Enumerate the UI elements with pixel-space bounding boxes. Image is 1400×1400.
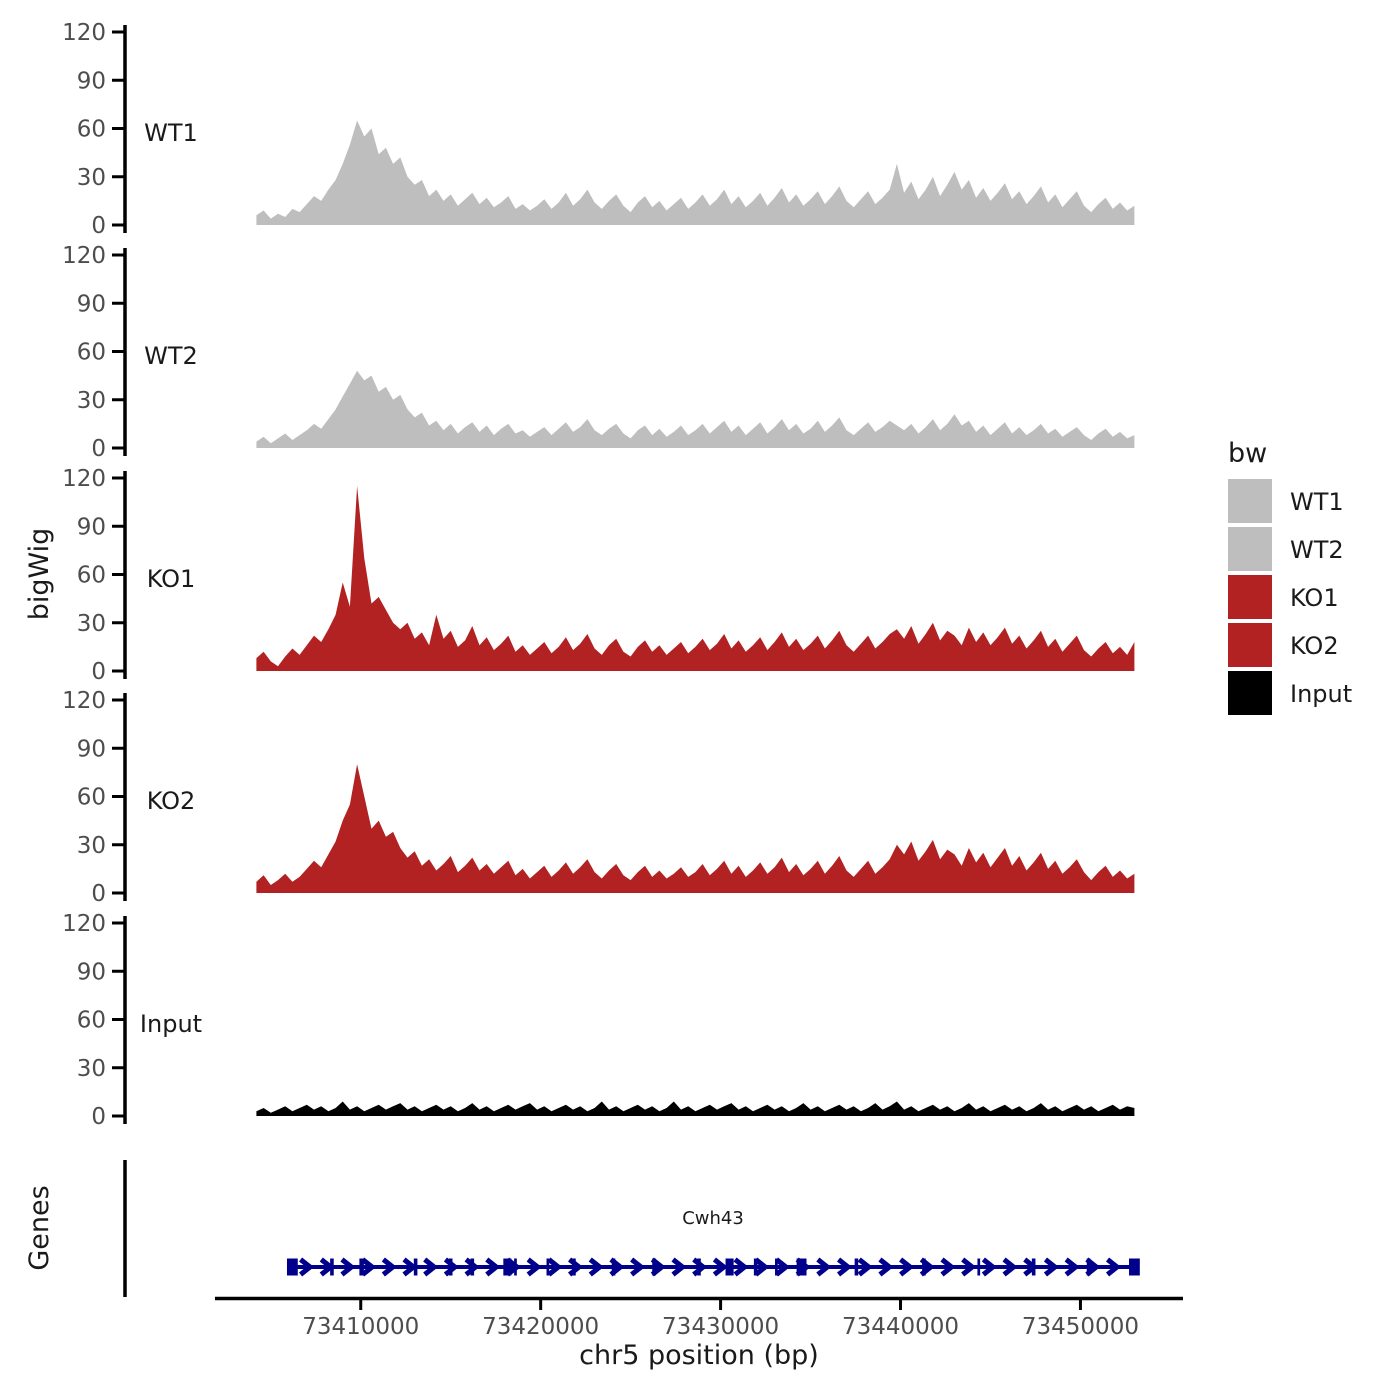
legend-swatch-ko2 bbox=[1228, 623, 1272, 667]
gene-exon bbox=[922, 1259, 926, 1276]
legend-label-input: Input bbox=[1290, 680, 1353, 708]
y-tick-label: 120 bbox=[62, 911, 106, 937]
x-axis bbox=[215, 1299, 1183, 1341]
track-label-wt1: WT1 bbox=[144, 119, 198, 147]
y-axis-title-genes: Genes bbox=[24, 1185, 55, 1271]
gene-exon bbox=[697, 1259, 701, 1276]
y-tick-label: 90 bbox=[76, 68, 106, 95]
legend-entry-input bbox=[1228, 671, 1352, 715]
gene-panel bbox=[125, 1160, 1140, 1297]
x-tick-label: 73450000 bbox=[1021, 1314, 1139, 1340]
gene-exon bbox=[1032, 1259, 1036, 1276]
legend-label-ko2: KO2 bbox=[1290, 632, 1339, 660]
gene-exon bbox=[414, 1259, 418, 1276]
gene-exon bbox=[754, 1259, 758, 1276]
y-tick-label: 30 bbox=[76, 387, 106, 414]
y-tick-label: 120 bbox=[62, 243, 106, 269]
legend-swatch-wt2 bbox=[1228, 527, 1272, 571]
legend-entry-wt1 bbox=[1228, 479, 1344, 523]
y-tick-label: 90 bbox=[76, 736, 106, 763]
y-tick-label: 60 bbox=[76, 1007, 106, 1034]
gene-exon bbox=[514, 1259, 517, 1276]
x-tick-label: 73440000 bbox=[841, 1314, 960, 1340]
gene-exon bbox=[726, 1259, 734, 1276]
y-tick-label: 0 bbox=[91, 881, 106, 907]
track-label-ko1: KO1 bbox=[146, 565, 196, 593]
legend-label-wt2: WT2 bbox=[1290, 536, 1344, 564]
track-label-ko2: KO2 bbox=[146, 787, 196, 815]
y-tick-label: 120 bbox=[62, 466, 106, 492]
y-tick-label: 30 bbox=[76, 164, 106, 191]
x-axis-title: chr5 position (bp) bbox=[579, 1340, 819, 1371]
legend-swatch-input bbox=[1228, 671, 1272, 715]
track-label-input: Input bbox=[139, 1010, 203, 1038]
y-tick-label: 90 bbox=[76, 959, 106, 986]
gene-name-label: Cwh43 bbox=[682, 1208, 744, 1229]
legend-swatch-wt1 bbox=[1228, 479, 1272, 523]
gene-exon bbox=[287, 1259, 298, 1276]
y-tick-label: 60 bbox=[76, 339, 106, 366]
track-panel-wt2 bbox=[62, 243, 1134, 462]
signal-panels bbox=[62, 20, 1134, 1130]
legend-entry-wt2 bbox=[1228, 527, 1344, 571]
y-axis-title-bigwig: bigWig bbox=[24, 527, 55, 621]
signal-area-input bbox=[256, 1102, 1134, 1117]
y-tick-label: 30 bbox=[76, 1055, 106, 1082]
gene-exon bbox=[547, 1259, 550, 1276]
y-tick-label: 30 bbox=[76, 610, 106, 637]
gene-exon bbox=[572, 1259, 576, 1276]
y-tick-label: 120 bbox=[62, 20, 106, 46]
x-tick-label: 73410000 bbox=[302, 1314, 420, 1340]
track-label-wt2: WT2 bbox=[144, 342, 198, 370]
legend-label-ko1: KO1 bbox=[1290, 584, 1339, 612]
gene-exon bbox=[470, 1259, 474, 1276]
y-tick-label: 0 bbox=[91, 436, 106, 462]
y-tick-label: 60 bbox=[76, 116, 106, 143]
y-tick-label: 0 bbox=[91, 213, 106, 239]
y-tick-label: 90 bbox=[76, 514, 106, 541]
x-tick-label: 73420000 bbox=[482, 1314, 600, 1340]
gene-exon bbox=[1129, 1259, 1140, 1276]
gene-exon bbox=[797, 1259, 807, 1276]
y-tick-label: 60 bbox=[76, 784, 106, 811]
y-tick-label: 30 bbox=[76, 832, 106, 859]
legend bbox=[1228, 479, 1352, 715]
x-tick-label: 73430000 bbox=[662, 1314, 780, 1340]
track-panel-input bbox=[62, 911, 1134, 1130]
gene-exon bbox=[612, 1259, 616, 1276]
legend-swatch-ko1 bbox=[1228, 575, 1272, 619]
legend-label-wt1: WT1 bbox=[1290, 488, 1344, 516]
legend-title: bw bbox=[1228, 438, 1268, 469]
legend-entry-ko2 bbox=[1228, 623, 1339, 667]
gene-exon bbox=[855, 1259, 859, 1276]
track-panel-ko1 bbox=[62, 466, 1134, 685]
signal-area-wt1 bbox=[256, 121, 1134, 226]
track-panel-wt1 bbox=[62, 20, 1134, 239]
y-tick-label: 0 bbox=[91, 659, 106, 685]
y-tick-label: 120 bbox=[62, 688, 106, 714]
y-tick-label: 0 bbox=[91, 1104, 106, 1130]
track-panel-ko2 bbox=[62, 688, 1134, 907]
legend-entry-ko1 bbox=[1228, 575, 1339, 619]
gene-exon bbox=[503, 1259, 511, 1276]
y-tick-label: 90 bbox=[76, 291, 106, 318]
gene-exon bbox=[977, 1259, 980, 1276]
gene-exon bbox=[330, 1259, 334, 1276]
gene-exon bbox=[1087, 1259, 1091, 1276]
gene-exon bbox=[449, 1259, 453, 1276]
gene-exon bbox=[652, 1259, 656, 1276]
signal-area-ko2 bbox=[256, 764, 1134, 893]
signal-area-wt2 bbox=[256, 371, 1134, 448]
y-tick-label: 60 bbox=[76, 562, 106, 589]
signal-area-ko1 bbox=[256, 486, 1134, 671]
gene-exon bbox=[775, 1259, 778, 1276]
gene-exon bbox=[359, 1259, 363, 1276]
